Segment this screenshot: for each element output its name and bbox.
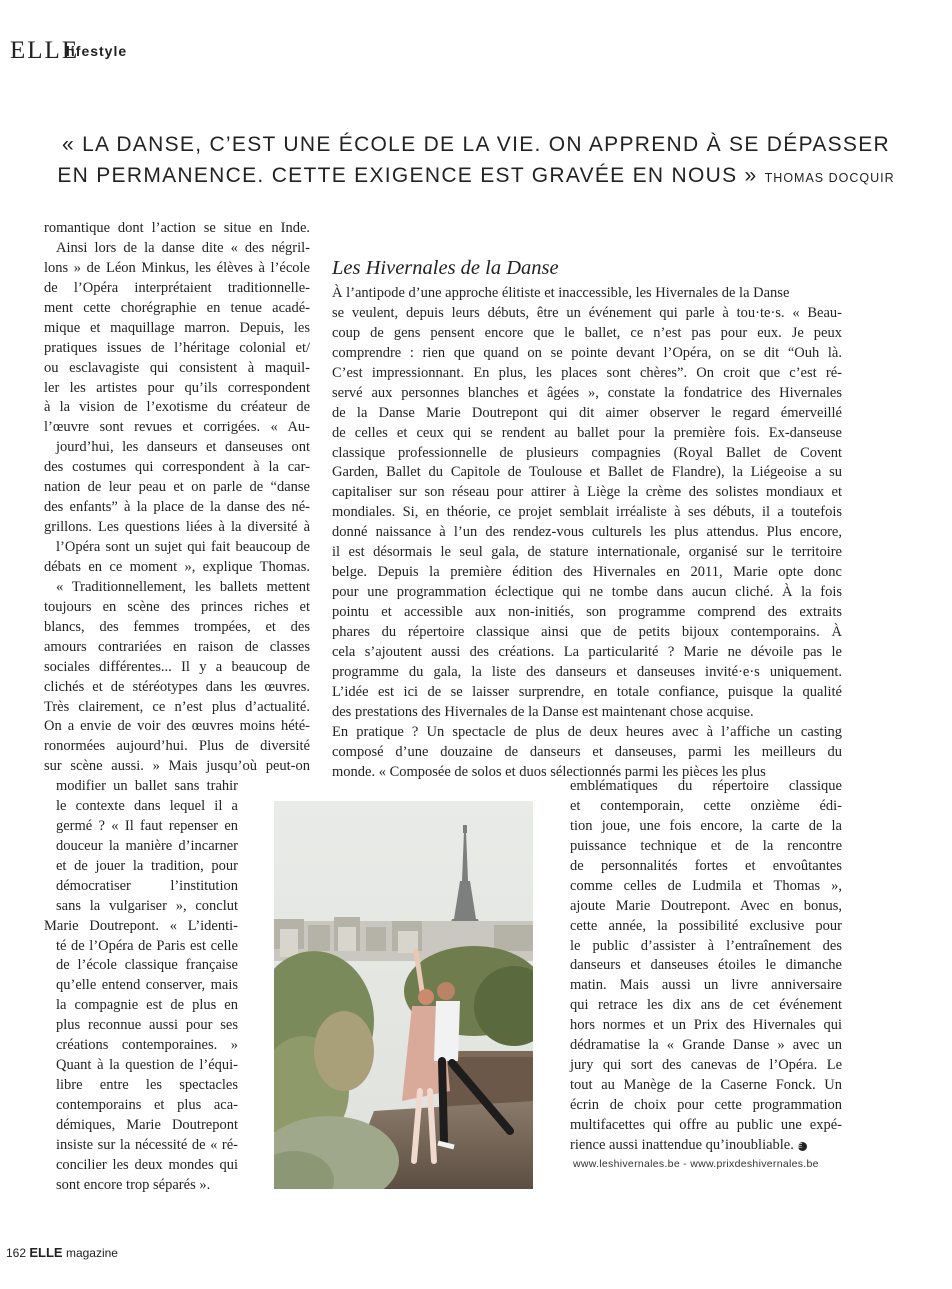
left-column-upper [44,219,310,777]
text-line: jury qui sort des canevas de l’Opéra. Le [570,1057,842,1074]
text-line: servé aux personnes blanches et âgées », constate la fondatrice des Hivernales [332,384,842,401]
text-line: qu’elle entend conserver, mais [56,977,238,994]
pull-quote-author: THOMAS DOCQUIR [764,171,895,185]
pull-quote-line-2 [40,161,912,193]
text-line: toujours en scène des princes riches et [44,598,310,615]
text-line: pointu et accessible aux non-initiés, son programme comprend des extraits [332,604,842,620]
text-line: « Traditionnellement, les ballets mettent [56,578,310,595]
text-line: En pratique ? Un spectacle de plus de deux heures avec à l’affiche un casting [332,723,842,740]
text-line: monde. « Composée de solos et duos sélectionnés parmi les pièces les plus [332,763,766,780]
text-line: des costumes qui correspondent à la car- [44,459,310,476]
page-folio [6,1245,118,1260]
text-line: clichés et de stéréotypes dans les œuvres. [44,678,310,695]
text-line: plus reconnue aussi pour ses [56,1017,238,1034]
text-line: romantique dont l’action se situe en Inde. [44,220,310,236]
text-line: et contemporain, cette onzième édi- [570,797,842,814]
text-line: de l’école classique française [56,957,238,974]
text-line: C’est impressionnant. En plus, les places sont chères”. On croit que c’est ré- [332,364,842,381]
text-line: de personnalités fortes et envoûtantes [570,857,842,874]
text-line: danseurs et danseuses étoiles le dimanche [570,957,842,974]
text-line: dédramatise la « Grande Danse » avec un [570,1037,842,1054]
right-column-lower [570,777,842,1156]
text-line: nation de leur peau et on parle de “danse [44,479,310,496]
text-line: concilier les deux mondes qui [56,1156,238,1173]
text-line: ment cette chorégraphie en tenue acadé- [44,299,310,316]
website-links: www.leshivernales.be - www.prixdeshivernales.be [573,1158,819,1170]
text-line: Garden, Ballet du Capitole de Toulouse et Ballet de Flandre), la Liégeoise a su [332,464,842,481]
text-line: à la vision de l’exotisme du créateur de [44,399,310,416]
text-line: ou esclavagiste qui consistent à maquil- [44,359,310,376]
text-line: de celles et ceux qui se rendent au ballet pour la première fois. Ex-danseuse [332,424,842,441]
text-line: libre entre les spectacles [56,1077,238,1094]
text-line: débats en ce moment », explique Thomas. [44,558,310,575]
text-line: puissance technique et de la rencontre [570,837,842,854]
text-line: démiques, Marie Doutrepont [56,1116,238,1133]
page-number: 162 [6,1246,27,1260]
text-line: pour une programmation éclectique qui ne tombe dans aucun cliché. À la fois [332,584,842,601]
text-line: il est désormais le seul gala, de stature internationale, organisé sur le territoire [332,544,842,561]
text-line: lons » de Léon Minkus, les élèves à l’école [44,259,310,276]
text-line: cette année, la possibilité exclusive pour [570,917,842,934]
text-line: matin. Mais aussi un livre anniversaire [570,977,842,994]
text-line: l’œuvre sont revues et corrigées. « Au- [44,419,310,436]
text-line: Marie Doutrepont. « L’identi- [44,917,238,934]
text-line: modifier un ballet sans trahir [56,778,238,794]
text-line: écrin de choix pour cette programmation [570,1097,842,1113]
text-line: sociales différentes... Il y a beaucoup de [44,658,310,675]
text-line: L’idée est ici de se laisser surprendre, en totale confiance, puisque la qualité [332,683,842,700]
text-line: le public d’assister à l’entraînement des [570,937,842,954]
text-line: contemporains et plus aca- [56,1097,238,1113]
text-line: comprendre : rien que quand on se pointe devant l’Opéra, on se dit “Ouh là. [332,344,842,361]
text-line: té de l’Opéra de Paris est celle [56,937,238,954]
text-line: se veulent, depuis leurs débuts, être un événement qui parle à tou·te·s. « Beau- [332,304,842,321]
text-line: jourd’hui, les danseurs et danseuses ont [56,439,310,456]
text-line: de l’Opéra interprétaient traditionnelle- [44,279,310,296]
text-line: cela s’ajoutent aussi des créations. La particularité ? Marie ne dévoile pas le [332,643,842,660]
dancers-rooftop-photo [274,801,533,1189]
text-line: composé d’une douzaine de danseurs et danseuses, parmi les meilleurs du [332,743,842,760]
text-line: grillons. Les questions liées à la diversité à [44,519,310,536]
end-mark-icon: E [798,1142,807,1151]
section-label: lifestyle [66,43,128,59]
text-line: Quant à la question de l’équi- [56,1057,238,1074]
magazine-logo: ELLE [10,37,80,64]
text-line: germé ? « Il faut repenser en [56,817,238,834]
text-line: créations contemporaines. » [56,1037,238,1054]
text-line: douceur la manière d’incarner [56,837,238,854]
text-line: ajoute Marie Doutrepont. Avec en bonus, [570,897,842,914]
text-line: phares du répertoire classique ainsi que de petits bijoux contemporains. À [332,623,842,640]
text-line: pratiques issues de l’héritage colonial et/ [44,339,310,356]
text-line: insiste sur la nécessité de « ré- [56,1136,238,1153]
text-line: On a envie de voir des œuvres moins hété- [44,718,310,735]
text-line: Ainsi lors de la danse dite « des négril- [56,239,310,256]
folio-brand: ELLE [29,1245,63,1260]
text-line: mique et maquillage marron. Depuis, les [44,319,310,336]
text-line: sans la vulgariser », conclut [56,897,238,914]
text-line: ronormées aujourd’hui. Plus de diversité [44,738,310,755]
text-line: et de jouer la tradition, pour [56,857,238,874]
photo-illustration [274,801,533,1189]
text-line: donné naissance à l’un des rendez-vous culturels les plus attendus. Plus encore, [332,524,842,541]
text-line: programme du gala, la liste des danseurs et danseuses invité·e·s uniquement. [332,663,842,680]
pull-quote-text: EN PERMANENCE. CETTE EXIGENCE EST GRAVÉE EN NOUS » [57,164,758,187]
text-line: de la Danse Marie Doutrepont qui dit aimer observer le regard émerveillé [332,404,842,421]
text-line: hors normes et un Prix des Hivernales qui [570,1017,842,1034]
text-line: belge. Depuis la première édition des Hivernales en 2011, Marie opte donc [332,564,842,581]
text-line: rience aussi inattendue qu’inoubliable. E [570,1136,842,1156]
text-line: l’Opéra sont un sujet qui fait beaucoup de [56,539,310,555]
text-line: mondiales. Si, en théorie, ce projet semblait irréaliste à ses débuts, il a toutefois [332,504,842,521]
text-line: emblématiques du répertoire classique [570,778,842,794]
article-subhead: Les Hivernales de la Danse [332,257,559,279]
text-line: classique professionnelle de plusieurs compagnies (Royal Ballet de Covent [332,444,842,461]
text-line: sur scène aussi. » Mais jusqu’où peut-on [44,758,310,775]
text-line: À l’antipode d’une approche élitiste et inaccessible, les Hivernales de la Danse [332,285,790,301]
text-line: le contexte dans lequel il a [56,797,238,814]
pull-quote-line-1: « LA DANSE, C’EST UNE ÉCOLE DE LA VIE. ON APPREND À SE DÉPASSER [61,133,891,156]
text-line: tion joue, une fois encore, la carte de la [570,817,842,834]
text-line: des enfants” à la place de la danse des né- [44,499,310,516]
text-line: sont encore trop séparés ». [56,1176,211,1193]
text-line: multifacettes qui offre au public une expé- [570,1116,842,1133]
text-line: ler les artistes pour qu’ils correspondent [44,379,310,396]
text-line: capitaliser sur son réseau pour attirer à Liège la crème des solistes mondiaux et [332,484,842,501]
folio-magazine-word: magazine [65,1246,118,1260]
text-line: blancs, des femmes trompées, et des [44,618,310,635]
text-line: la compagnie est de plus en [56,997,238,1014]
text-line: démocratiser l’institution [56,877,238,894]
right-column-upper [332,284,842,782]
text-line: coup de gens pensent encore que le ballet, ce n’est pas pour eux. Je peux [332,324,842,341]
text-line: des prestations des Hivernales de la Danse est maintenant chose acquise. [332,703,754,720]
left-column-lower [44,777,238,1196]
text-line: amours contrariées en raison de classes [44,638,310,655]
text-line: qui retrace les dix ans de cet événement [570,997,842,1014]
text-line: Très clairement, ce n’est plus d’actualité. [44,698,310,715]
text-line: comme celles de Ludmila et Thomas », [570,877,842,894]
text-line: tout au Manège de la Caserne Fonck. Un [570,1077,842,1094]
